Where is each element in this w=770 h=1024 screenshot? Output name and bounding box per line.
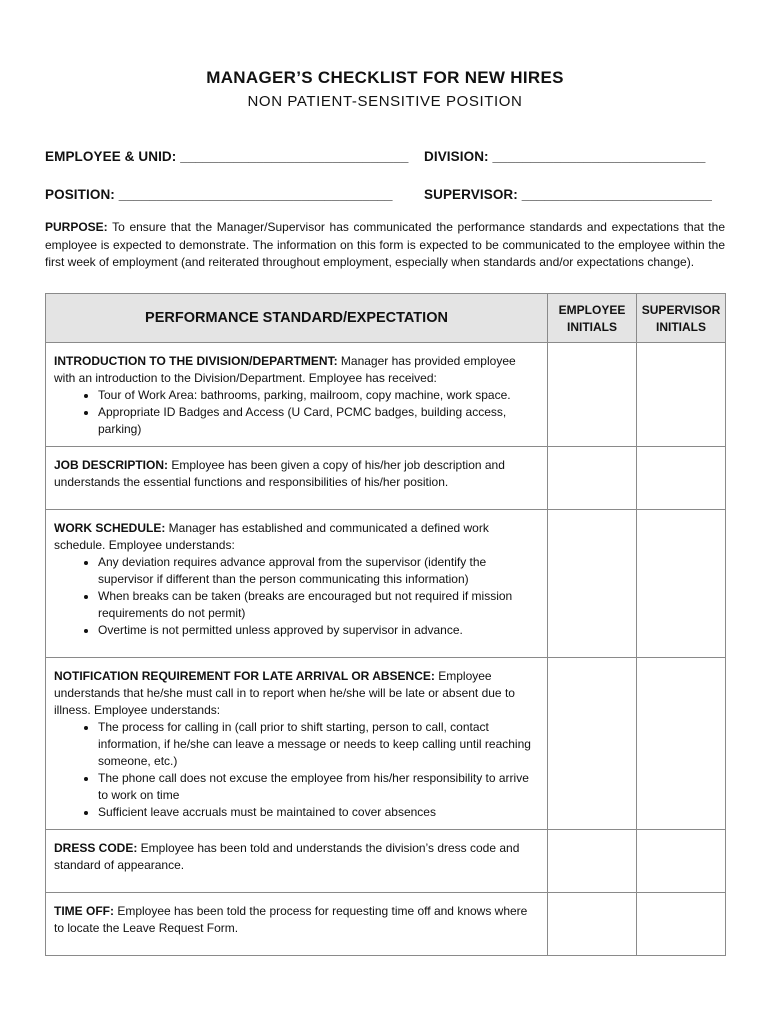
row-heading: DRESS CODE: [54, 841, 138, 855]
row-text: Employee understands that he/she must call in to report when he/she will be late or absent due to illness. Employee understands: [54, 669, 515, 717]
row-text: Employee has been told the process for requesting time off and knows where to locate the Leave Request Form. [54, 904, 528, 935]
supervisor-header-line2: INITIALS [656, 319, 706, 334]
employee-header-line2: INITIALS [567, 319, 617, 334]
row-bullet-list [54, 554, 539, 639]
supervisor-header-line1: SUPERVISOR [641, 302, 721, 317]
checklist-table [45, 293, 726, 956]
table-row [46, 343, 726, 447]
table-row [46, 447, 726, 510]
row-work-schedule-standard [46, 510, 548, 658]
list-item: • Tour of Work Area: bathrooms, parking, mailroom, copy machine, work space. [98, 387, 539, 404]
employee-initials-cell[interactable] [548, 447, 637, 510]
table-row [46, 893, 726, 956]
table-header-row [46, 294, 726, 343]
row-heading: WORK SCHEDULE: [54, 521, 166, 535]
supervisor-initials-cell[interactable] [637, 447, 726, 510]
row-text: Manager has established and communicated a defined work schedule. Employee understands: [54, 521, 489, 552]
purpose-paragraph [45, 219, 725, 272]
employee-initials-header [548, 294, 637, 343]
division-field[interactable]: DIVISION: ____________________________ [424, 149, 706, 164]
employee-unid-field[interactable]: EMPLOYEE & UNID: ______________________________ [45, 149, 409, 164]
supervisor-field[interactable]: SUPERVISOR: _________________________ [424, 187, 712, 202]
employee-initials-cell[interactable] [548, 658, 637, 830]
table-row [46, 658, 726, 830]
list-item: • When breaks can be taken (breaks are encouraged but not required if mission requirements do not permit) [98, 588, 539, 622]
employee-initials-cell[interactable] [548, 343, 637, 447]
row-bullet-list [54, 719, 539, 821]
row-text: Manager has provided employee with an introduction to the Division/Department. Employee has received: [54, 354, 516, 385]
row-notification-standard [46, 658, 548, 830]
table-row [46, 510, 726, 658]
position-field[interactable]: POSITION: ____________________________________ [45, 187, 393, 202]
row-text: Employee has been given a copy of his/her job description and understands the essential functions and responsibilities of his/her position. [54, 458, 505, 489]
supervisor-initials-cell[interactable] [637, 658, 726, 830]
supervisor-initials-header [637, 294, 726, 343]
row-dress-code-standard [46, 830, 548, 893]
list-item: • Overtime is not permitted unless approved by supervisor in advance. [98, 622, 539, 639]
employee-header-line1: EMPLOYEE [558, 302, 626, 317]
row-heading: JOB DESCRIPTION: [54, 458, 169, 472]
list-item: • The process for calling in (call prior to shift starting, person to call, contact information, if he/she can leave a message or needs to keep calling until reaching someone, etc.) [98, 719, 539, 770]
supervisor-initials-cell[interactable] [637, 830, 726, 893]
purpose-text: To ensure that the Manager/Supervisor has communicated the performance standards and expectations that the employee is expected to demonstrate. The information on this form is expected to be communicated to the employee within the first week of employment (and reiterated throughout employment, especially when standards and/or expectations change). [45, 220, 725, 269]
row-introduction-standard [46, 343, 548, 447]
row-heading: NOTIFICATION REQUIREMENT FOR LATE ARRIVAL OR ABSENCE: [54, 669, 435, 683]
list-item: • Sufficient leave accruals must be maintained to cover absences [98, 804, 539, 821]
row-heading: TIME OFF: [54, 904, 114, 918]
row-job-description-standard [46, 447, 548, 510]
row-bullet-list [54, 387, 539, 438]
standard-column-header: PERFORMANCE STANDARD/EXPECTATION [46, 294, 548, 343]
employee-initials-cell[interactable] [548, 510, 637, 658]
row-heading: INTRODUCTION TO THE DIVISION/DEPARTMENT: [54, 354, 338, 368]
employee-initials-cell[interactable] [548, 830, 637, 893]
row-time-off-standard [46, 893, 548, 956]
supervisor-initials-cell[interactable] [637, 343, 726, 447]
page-title: MANAGER’S CHECKLIST FOR NEW HIRES [206, 68, 564, 87]
supervisor-initials-cell[interactable] [637, 893, 726, 956]
page-subtitle: NON PATIENT-SENSITIVE POSITION [247, 93, 523, 110]
list-item: • Appropriate ID Badges and Access (U Card, PCMC badges, building access, parking) [98, 404, 539, 438]
list-item: • Any deviation requires advance approval from the supervisor (identify the supervisor if different than the person communicating this information) [98, 554, 539, 588]
employee-initials-cell[interactable] [548, 893, 637, 956]
supervisor-initials-cell[interactable] [637, 510, 726, 658]
table-row [46, 830, 726, 893]
list-item: • The phone call does not excuse the employee from his/her responsibility to arrive to work on time [98, 770, 539, 804]
row-text: Employee has been told and understands the division’s dress code and standard of appearance. [54, 841, 520, 872]
purpose-label: PURPOSE: [45, 220, 108, 234]
